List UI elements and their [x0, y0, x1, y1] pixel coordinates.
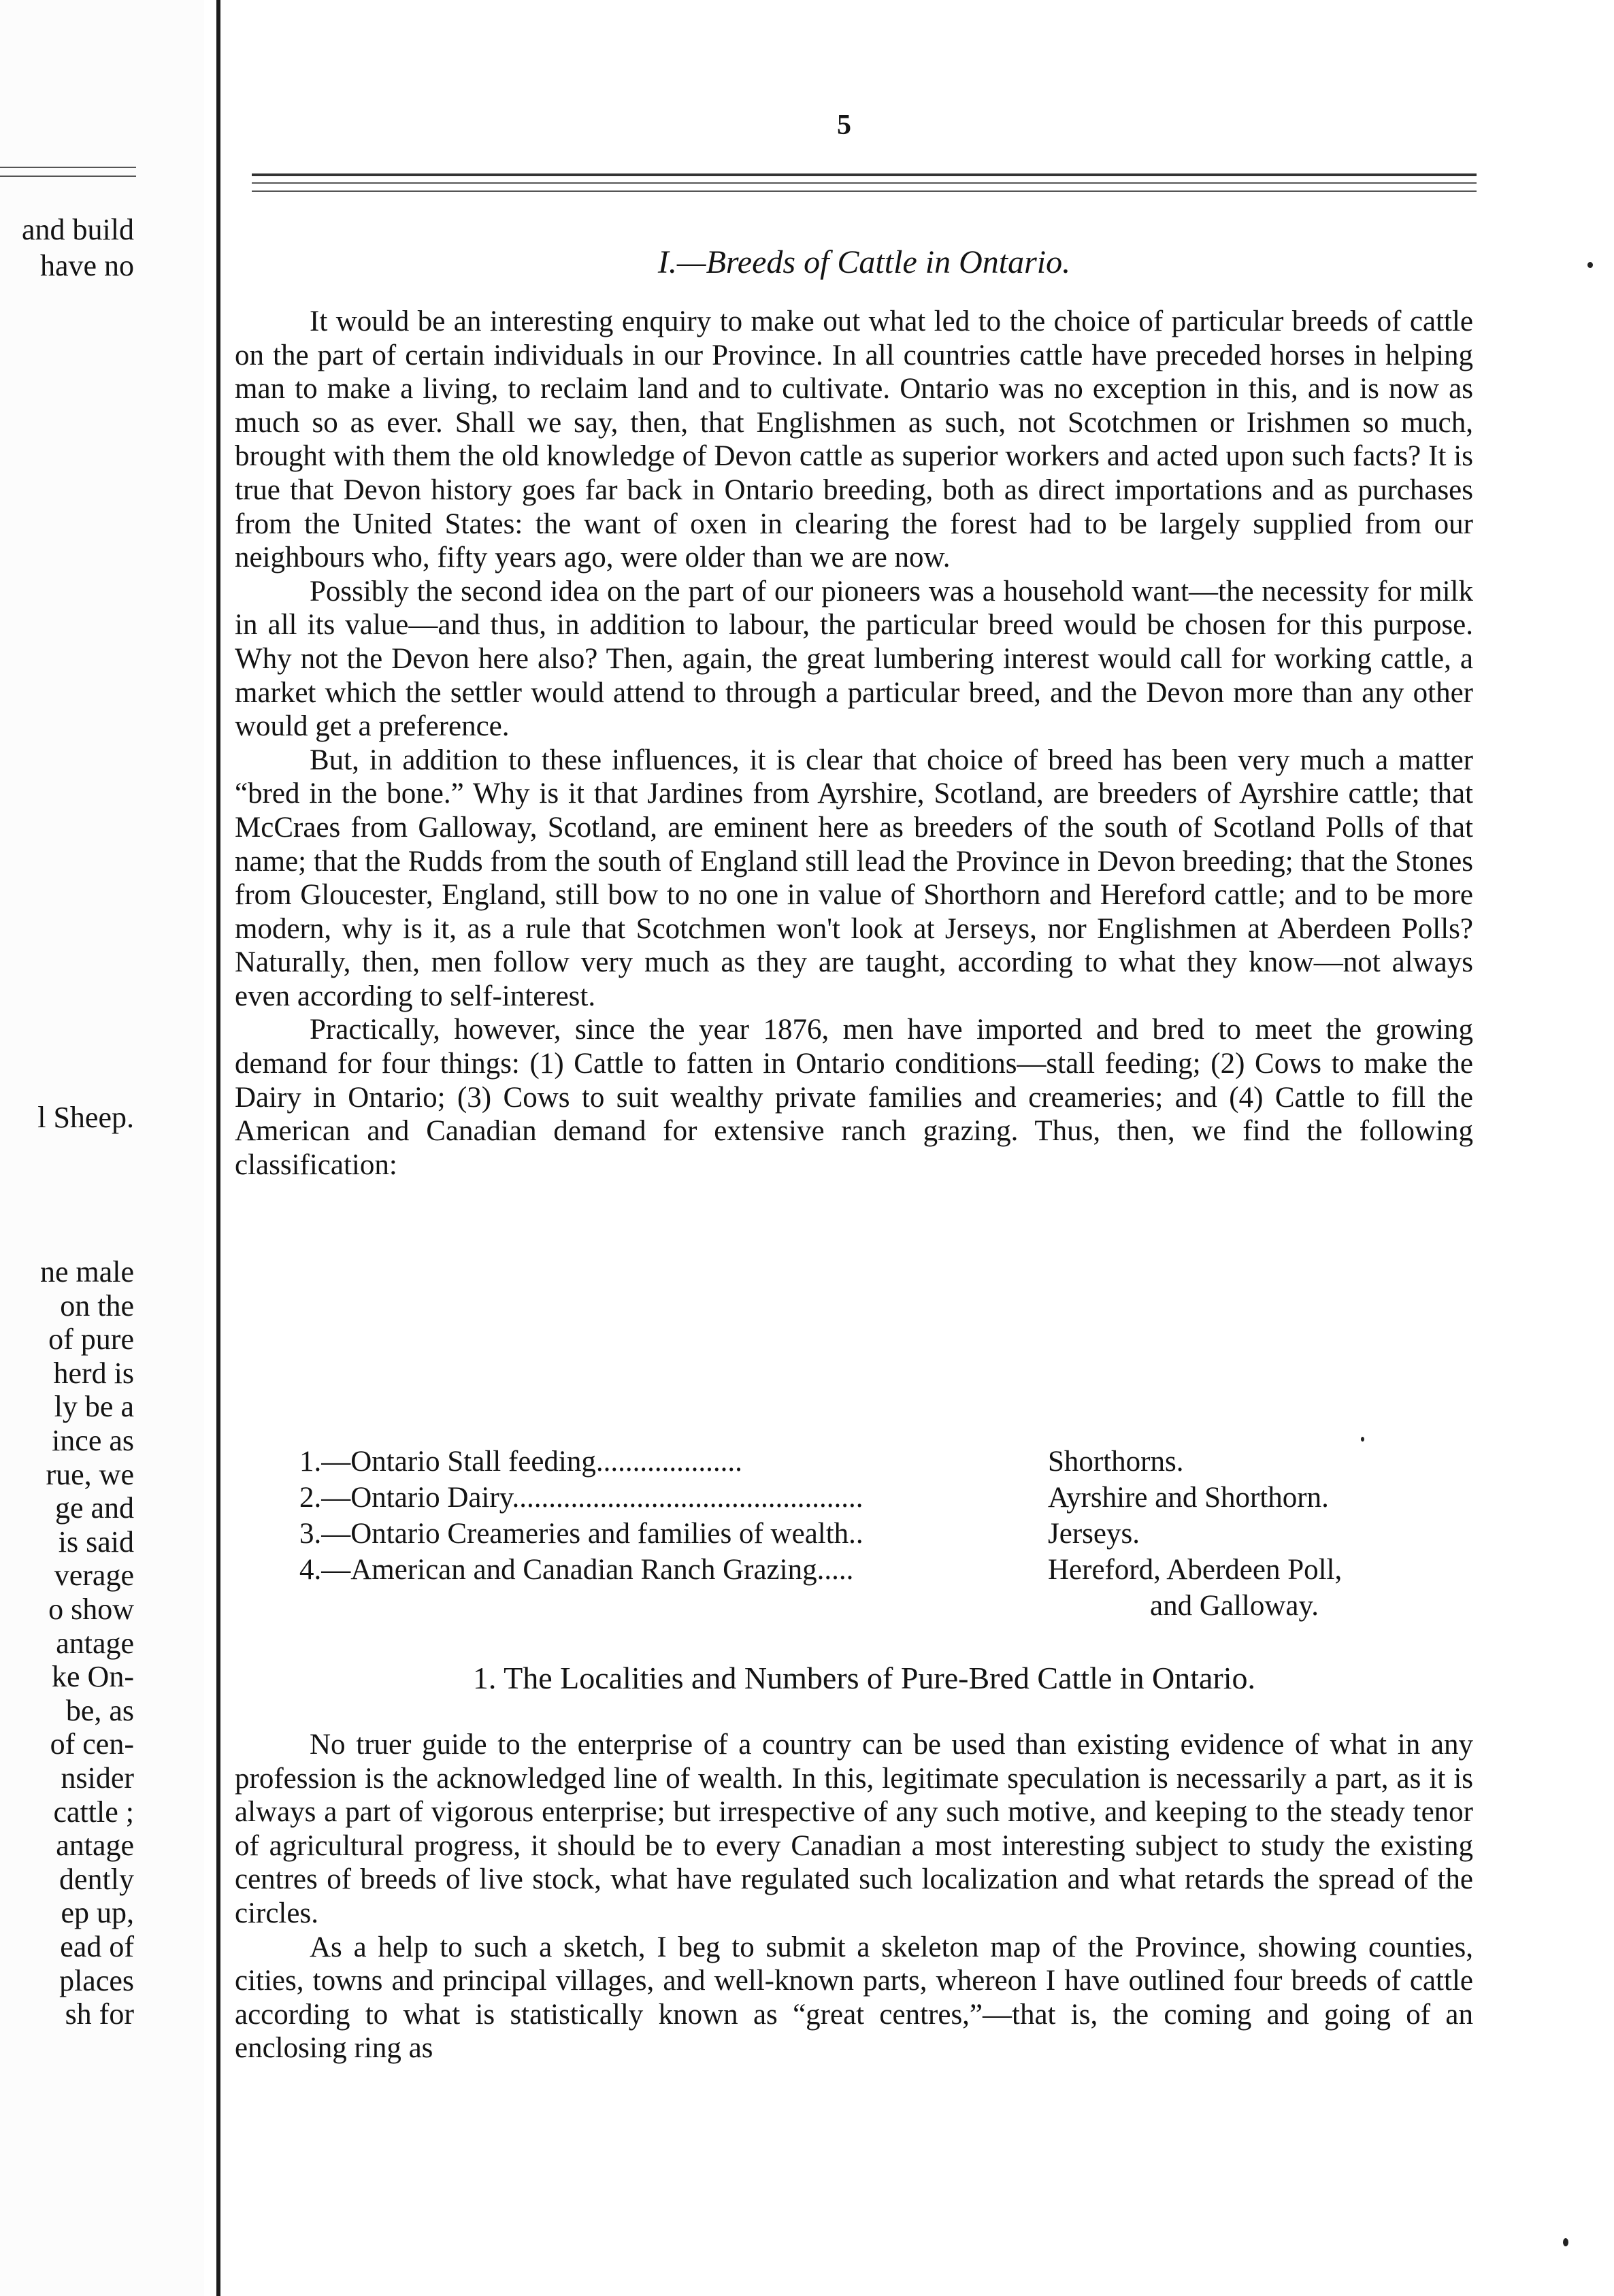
classification-row — [299, 1516, 1477, 1552]
paragraph: Possibly the second idea on the part of our pioneers was a household want—the necessity for milk in all its value—and thus, in addition to labour, the particular breed would be chosen for this purpose. Why not the Devon here also? Then, again, the great lumbering interest would call for working cattle, a market which the settler would attend to through a particular breed, and the Devon more than any other would get a preference. — [235, 575, 1473, 743]
left-text-line: rue, we — [46, 1457, 134, 1491]
left-rule — [0, 167, 136, 168]
left-text-line: antage — [56, 1829, 134, 1863]
left-text-line: dently — [59, 1862, 134, 1896]
print-speck — [1361, 1437, 1364, 1442]
classification-continuation: and Galloway. — [1150, 1590, 1319, 1622]
header-rule — [252, 173, 1477, 176]
page-number: 5 — [837, 110, 851, 141]
left-text-line: herd is — [53, 1356, 134, 1390]
left-text-line: on the — [60, 1288, 134, 1322]
left-text-line: is said — [58, 1525, 134, 1559]
classification-breed: Shorthorns. — [1048, 1446, 1184, 1478]
classification-row — [299, 1444, 1477, 1480]
classification-use: 2.—Ontario Dairy................................................ — [299, 1482, 863, 1514]
left-rule — [0, 176, 136, 177]
classification-breed: Ayrshire and Shorthorn. — [1048, 1482, 1329, 1514]
print-speck — [1587, 262, 1593, 268]
left-text-line: ead of — [60, 1930, 134, 1963]
left-text-line: ly be a — [54, 1390, 134, 1424]
left-text-line: of cen- — [50, 1727, 134, 1761]
classification-use: 4.—American and Canadian Ranch Grazing..... — [299, 1554, 854, 1586]
classification-use: 1.—Ontario Stall feeding.................... — [299, 1446, 742, 1478]
paragraph: But, in addition to these influences, it is clear that choice of breed has been very much a matter “bred in the bone.” Why is it that Jardines from Ayrshire, Scotland, are breeders of Ayrshire cattle; that McCraes from Galloway, Scotland, are eminent here as breeders of the south of Scotland Polls of that name; that the Rudds from the south of England still lead the Province in Devon breeding; that the Stones from Gloucester, England, still bow to no one in value of Shorthorn and Hereford cattle; and to be more modern, why is it, as a rule that Scotchmen won't look at Jerseys, nor Englishmen at Aberdeen Polls? Naturally, then, men follow very much as they are taught, according to what they know—not always even according to self-interest. — [235, 744, 1473, 1012]
left-text-line: of pure — [48, 1322, 134, 1357]
paragraph: As a help to such a sketch, I beg to submit a skeleton map of the Province, showing counties, cities, towns and principal villages, and well-known parts, whereon I have outlined four breeds of cattle according to what is statistically known as “great centres,”—that is, the coming and going of an enclosing ring as — [235, 1931, 1473, 2065]
left-text-line: ge and — [54, 1491, 134, 1525]
left-text-line: sh for — [65, 1997, 134, 2031]
print-speck — [1563, 2238, 1568, 2246]
left-heading: l Sheep. — [37, 1101, 134, 1134]
left-text-line: ke On- — [52, 1660, 134, 1694]
left-text-line: ep up, — [61, 1896, 134, 1930]
left-text-line: be, as — [65, 1693, 134, 1727]
classification-breed: Hereford, Aberdeen Poll, — [1048, 1554, 1343, 1586]
section-title: I.—Breeds of Cattle in Ontario. — [657, 244, 1071, 280]
left-text-line: cattle ; — [53, 1795, 134, 1829]
paragraph: It would be an interesting enquiry to make out what led to the choice of particular breeds of cattle on the part of certain individuals in our Province. In all countries cattle have preceded horses in helping man to make a living, to reclaim land and to cultivate. Ontario was no exception in this, and is now as much so as ever. Shall we say, then, that Englishmen as such, not Scotchmen or Irishmen so much, brought with them the old knowledge of Devon cattle as superior workers and acted upon such facts? It is true that Devon history goes far back in Ontario breeding, both as direct importations and as purchases from the United States: the want of oxen in clearing the forest had to be largely supplied from our neighbours who, fifty years ago, were older than we are now. — [235, 305, 1473, 574]
subheading: 1. The Localities and Numbers of Pure-Bred Cattle in Ontario. — [472, 1661, 1256, 1695]
page-binding-line — [216, 0, 220, 2296]
left-text-line: verage — [54, 1559, 134, 1593]
left-text-line: antage — [56, 1626, 134, 1660]
body-text-second — [235, 1728, 1473, 2065]
header-rule — [252, 190, 1477, 192]
classification-use: 3.—Ontario Creameries and families of wealth.. — [299, 1518, 863, 1550]
header-rule — [252, 182, 1477, 184]
left-text-line: places — [59, 1963, 134, 1997]
left-text-line: o show — [48, 1593, 134, 1626]
left-text-line: have no — [39, 249, 134, 282]
classification-row — [299, 1552, 1477, 1588]
classification-row — [299, 1480, 1477, 1516]
paragraph: No truer guide to the enterprise of a country can be used than existing evidence of what in any profession is the acknowledged line of wealth. In this, legitimate speculation is necessarily a part, as it is always a part of vigorous enterprise; but irrespective of any such motive, and keeping to the steady tenor of agricultural progress, it should be to every Canadian a most interesting subject to study the existing centres of breeds of live stock, what have regulated such localization and what retards the spread of the circles. — [235, 1729, 1473, 1929]
classification-breed: Jerseys. — [1048, 1518, 1140, 1550]
classification-list — [299, 1444, 1477, 1624]
left-text-line: ince as — [52, 1424, 134, 1457]
body-text-main — [235, 305, 1473, 1182]
left-text-line: and build — [22, 213, 134, 246]
left-text-line: nsider — [61, 1761, 134, 1795]
paragraph: Practically, however, since the year 1876, men have imported and bred to meet the growing demand for four things: (1) Cattle to fatten in Ontario conditions—stall feeding; (2) Cows to make the Dairy in Ontario; (3) Cows to suit wealthy private families and creameries; and (4) Cattle to fill the American and Canadian demand for extensive ranch grazing. Thus, then, we find the following classification: — [235, 1014, 1473, 1181]
left-text-line: ne male — [39, 1255, 134, 1288]
